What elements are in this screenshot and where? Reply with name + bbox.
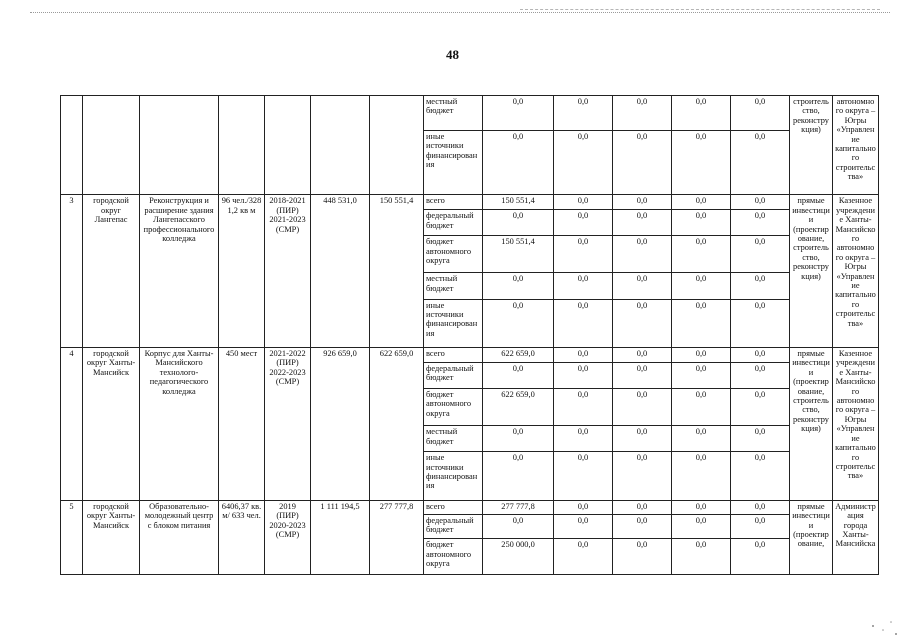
value-cell: 0,0 [672, 236, 731, 273]
value-cell: 150 551,4 [483, 195, 554, 210]
row-number: 5 [61, 500, 83, 574]
scan-specks [861, 600, 901, 640]
object-name: Корпус для Ханты-Мансийского технолого-педагогического колледжа [140, 348, 219, 501]
value-cell: 0,0 [613, 388, 672, 425]
municipality: городской округ Ханты-Мансийск [83, 348, 140, 501]
value-cell: 0,0 [554, 500, 613, 514]
value-cell: 0,0 [554, 514, 613, 539]
value-cell: 0,0 [483, 452, 554, 501]
value-cell: 0,0 [613, 348, 672, 363]
municipality: городской округ Ханты-Мансийск [83, 500, 140, 574]
value-cell: 0,0 [731, 299, 790, 348]
years: 2021-2022 (ПИР) 2022-2023 (СМР) [265, 348, 311, 501]
source-label: всего [424, 348, 483, 363]
empty-cell [265, 96, 311, 195]
investment-table [60, 95, 879, 575]
empty-cell [311, 96, 370, 195]
value-cell: 0,0 [731, 539, 790, 575]
value-cell: 0,0 [672, 96, 731, 131]
value-cell: 622 659,0 [483, 348, 554, 363]
investment-form: прямые инвестиции (проектирование, строительство, реконструкция) [790, 195, 833, 348]
value-cell: 0,0 [672, 426, 731, 452]
value-cell: 0,0 [672, 348, 731, 363]
value-cell: 0,0 [613, 96, 672, 131]
value-cell: 0,0 [613, 362, 672, 388]
scan-edge-line [30, 12, 890, 13]
source-label: всего [424, 195, 483, 210]
value-cell: 0,0 [613, 514, 672, 539]
capacity: 96 чел./328 1,2 кв м [219, 195, 265, 348]
value-cell: 0,0 [554, 130, 613, 195]
value-cell: 0,0 [672, 299, 731, 348]
value-cell: 250 000,0 [483, 539, 554, 575]
value-cell: 0,0 [731, 210, 790, 236]
years: 2018-2021 (ПИР) 2021-2023 (СМР) [265, 195, 311, 348]
value-cell: 0,0 [554, 195, 613, 210]
value-cell: 0,0 [554, 96, 613, 131]
remaining-cost: 622 659,0 [370, 348, 424, 501]
capacity: 6406,37 кв. м/ 633 чел. [219, 500, 265, 574]
value-cell: 0,0 [554, 452, 613, 501]
source-label: местный бюджет [424, 273, 483, 299]
source-label: бюджет автономного округа [424, 388, 483, 425]
value-cell: 0,0 [731, 388, 790, 425]
value-cell: 0,0 [672, 210, 731, 236]
value-cell: 0,0 [613, 539, 672, 575]
value-cell: 0,0 [672, 539, 731, 575]
source-label: местный бюджет [424, 426, 483, 452]
value-cell: 0,0 [554, 299, 613, 348]
investment-form: строительство, реконструкция) [790, 96, 833, 195]
value-cell: 277 777,8 [483, 500, 554, 514]
customer: Администрация города Ханты-Мансийска [833, 500, 879, 574]
empty-cell [370, 96, 424, 195]
customer: автономного округа – Югры «Управление капитального строительства» [833, 96, 879, 195]
value-cell: 0,0 [731, 195, 790, 210]
value-cell: 0,0 [731, 500, 790, 514]
value-cell: 0,0 [483, 299, 554, 348]
value-cell: 0,0 [731, 452, 790, 501]
remaining-cost: 277 777,8 [370, 500, 424, 574]
value-cell: 0,0 [731, 96, 790, 131]
value-cell: 0,0 [672, 388, 731, 425]
value-cell: 0,0 [613, 299, 672, 348]
years: 2019 (ПИР) 2020-2023 (СМР) [265, 500, 311, 574]
value-cell: 0,0 [613, 195, 672, 210]
value-cell: 0,0 [672, 514, 731, 539]
row-number: 3 [61, 195, 83, 348]
table-row [61, 96, 879, 131]
value-cell: 0,0 [672, 452, 731, 501]
table-row [61, 500, 879, 514]
value-cell: 0,0 [554, 362, 613, 388]
table-row [61, 195, 879, 210]
value-cell: 622 659,0 [483, 388, 554, 425]
investment-form: прямые инвестиции (проектирование, [790, 500, 833, 574]
value-cell: 0,0 [731, 362, 790, 388]
value-cell: 0,0 [483, 426, 554, 452]
value-cell: 0,0 [613, 500, 672, 514]
customer: Казенное учреждение Ханты-Мансийского автономного округа – Югры «Управление капитального строительства» [833, 348, 879, 501]
empty-cell [219, 96, 265, 195]
source-label: иные источники финансирования [424, 299, 483, 348]
investment-form: прямые инвестиции (проектирование, строительство, реконструкция) [790, 348, 833, 501]
value-cell: 0,0 [554, 273, 613, 299]
source-label: бюджет автономного округа [424, 539, 483, 575]
estimated-cost: 1 111 194,5 [311, 500, 370, 574]
object-name: Образовательно-молодежный центр с блоком питания [140, 500, 219, 574]
value-cell: 0,0 [483, 362, 554, 388]
source-label: федеральный бюджет [424, 362, 483, 388]
value-cell: 0,0 [483, 210, 554, 236]
value-cell: 0,0 [613, 130, 672, 195]
source-label: федеральный бюджет [424, 210, 483, 236]
source-label: иные источники финансирования [424, 452, 483, 501]
value-cell: 0,0 [554, 388, 613, 425]
value-cell: 0,0 [483, 130, 554, 195]
source-label: местный бюджет [424, 96, 483, 131]
municipality: городской округ Лангепас [83, 195, 140, 348]
value-cell: 0,0 [483, 96, 554, 131]
value-cell: 0,0 [731, 273, 790, 299]
source-label: иные источники финансирования [424, 130, 483, 195]
value-cell: 0,0 [483, 273, 554, 299]
value-cell: 0,0 [731, 426, 790, 452]
empty-cell [61, 96, 83, 195]
value-cell: 0,0 [672, 130, 731, 195]
scan-edge-line [520, 9, 880, 10]
row-number: 4 [61, 348, 83, 501]
value-cell: 150 551,4 [483, 236, 554, 273]
value-cell: 0,0 [731, 236, 790, 273]
value-cell: 0,0 [613, 273, 672, 299]
source-label: всего [424, 500, 483, 514]
value-cell: 0,0 [613, 452, 672, 501]
estimated-cost: 926 659,0 [311, 348, 370, 501]
value-cell: 0,0 [672, 273, 731, 299]
value-cell: 0,0 [554, 210, 613, 236]
object-name: Реконструкция и расширение здания Лангепасского профессионального колледжа [140, 195, 219, 348]
value-cell: 0,0 [672, 362, 731, 388]
empty-cell [83, 96, 140, 195]
value-cell: 0,0 [483, 514, 554, 539]
value-cell: 0,0 [731, 348, 790, 363]
remaining-cost: 150 551,4 [370, 195, 424, 348]
value-cell: 0,0 [731, 514, 790, 539]
value-cell: 0,0 [613, 426, 672, 452]
empty-cell [140, 96, 219, 195]
estimated-cost: 448 531,0 [311, 195, 370, 348]
value-cell: 0,0 [554, 236, 613, 273]
value-cell: 0,0 [731, 130, 790, 195]
source-label: бюджет автономного округа [424, 236, 483, 273]
table-row [61, 348, 879, 363]
value-cell: 0,0 [554, 348, 613, 363]
capacity: 450 мест [219, 348, 265, 501]
value-cell: 0,0 [613, 236, 672, 273]
value-cell: 0,0 [613, 210, 672, 236]
value-cell: 0,0 [672, 500, 731, 514]
source-label: федеральный бюджет [424, 514, 483, 539]
value-cell: 0,0 [554, 426, 613, 452]
page-number: 48 [446, 47, 459, 62]
customer: Казенное учреждение Ханты-Мансийского автономного округа – Югры «Управление капитального строительства» [833, 195, 879, 348]
value-cell: 0,0 [554, 539, 613, 575]
value-cell: 0,0 [672, 195, 731, 210]
